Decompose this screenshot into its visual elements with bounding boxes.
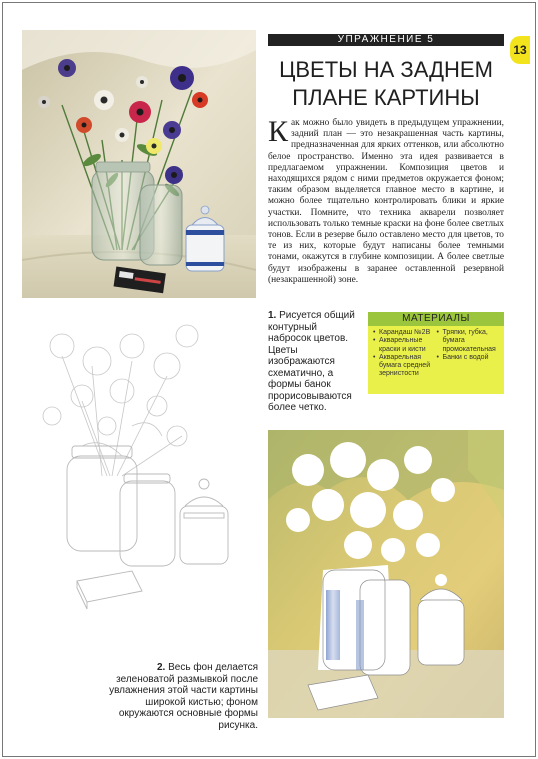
watercolor-step2 bbox=[268, 430, 504, 718]
pencil-sketch-image bbox=[22, 306, 254, 624]
pencil-sketch bbox=[22, 306, 254, 624]
flowers-photo bbox=[22, 30, 256, 298]
step-2-text: Весь фон делается зеленоватой размывкой после увлажнения этой части картины широкой кистью; фоном окружаются основные формы рисунка. bbox=[109, 662, 258, 731]
exercise-label: УПРАЖНЕНИЕ 5 bbox=[268, 34, 504, 46]
materials-item: • Акварельные краски и кисти bbox=[373, 337, 437, 354]
watercolor-step2-image bbox=[268, 430, 504, 718]
flowers-photo-image bbox=[22, 30, 256, 298]
page-number: 13 bbox=[510, 36, 530, 64]
step-2-number: 2. bbox=[156, 662, 166, 673]
step-1-caption bbox=[268, 310, 362, 414]
drop-cap: К bbox=[268, 115, 289, 148]
intro-paragraph bbox=[268, 115, 504, 286]
step-1-text: Рисуется общий контурный набросок цветов. Цветы изображаются схематично, а формы банок прорисовываются более четко. bbox=[268, 310, 355, 413]
step-1-number: 1. bbox=[268, 310, 277, 321]
materials-title: МАТЕРИАЛЫ bbox=[368, 312, 504, 326]
materials-item: • Акварельная бумага средней зернистости bbox=[373, 354, 437, 379]
step-2-caption bbox=[96, 662, 258, 731]
page-title: ЦВЕТЫ НА ЗАДНЕМ ПЛАНЕ КАРТИНЫ bbox=[279, 57, 493, 110]
materials-item: • Тряпки, губка, бумага промокательная bbox=[437, 329, 501, 354]
materials-columns bbox=[368, 326, 504, 379]
materials-item: • Банки с водой bbox=[437, 354, 501, 362]
materials-item: • Карандаш №2B bbox=[373, 329, 437, 337]
materials-box bbox=[368, 312, 504, 394]
materials-right-column bbox=[437, 329, 501, 379]
materials-left-column bbox=[373, 329, 437, 379]
intro-text: ак можно было увидеть в предыдущем упражнении, задний план — это незакрашенная часть картины, предназначенная для ярких оттенков, или абсолютно белое пространство. Именно эта идея развивается в предлагаемом упражнении. Композиция цветов и находящихся рядом с ними предметов окружается фоном; таким образом выделяется главное место в картине, и можно более тщательно контролировать блики и яркие участки. Помните, что техника акварели позволяет использовать только темные краски на фоне более светлых тонов. Если в резерве было оставлено место для цветов, то те из них, которые будут написаны более темными тонами, окажутся в глубине композиции. А более светлые будут изображены в заранее оставленной резервной (незакрашенной) зоне. bbox=[268, 118, 504, 285]
